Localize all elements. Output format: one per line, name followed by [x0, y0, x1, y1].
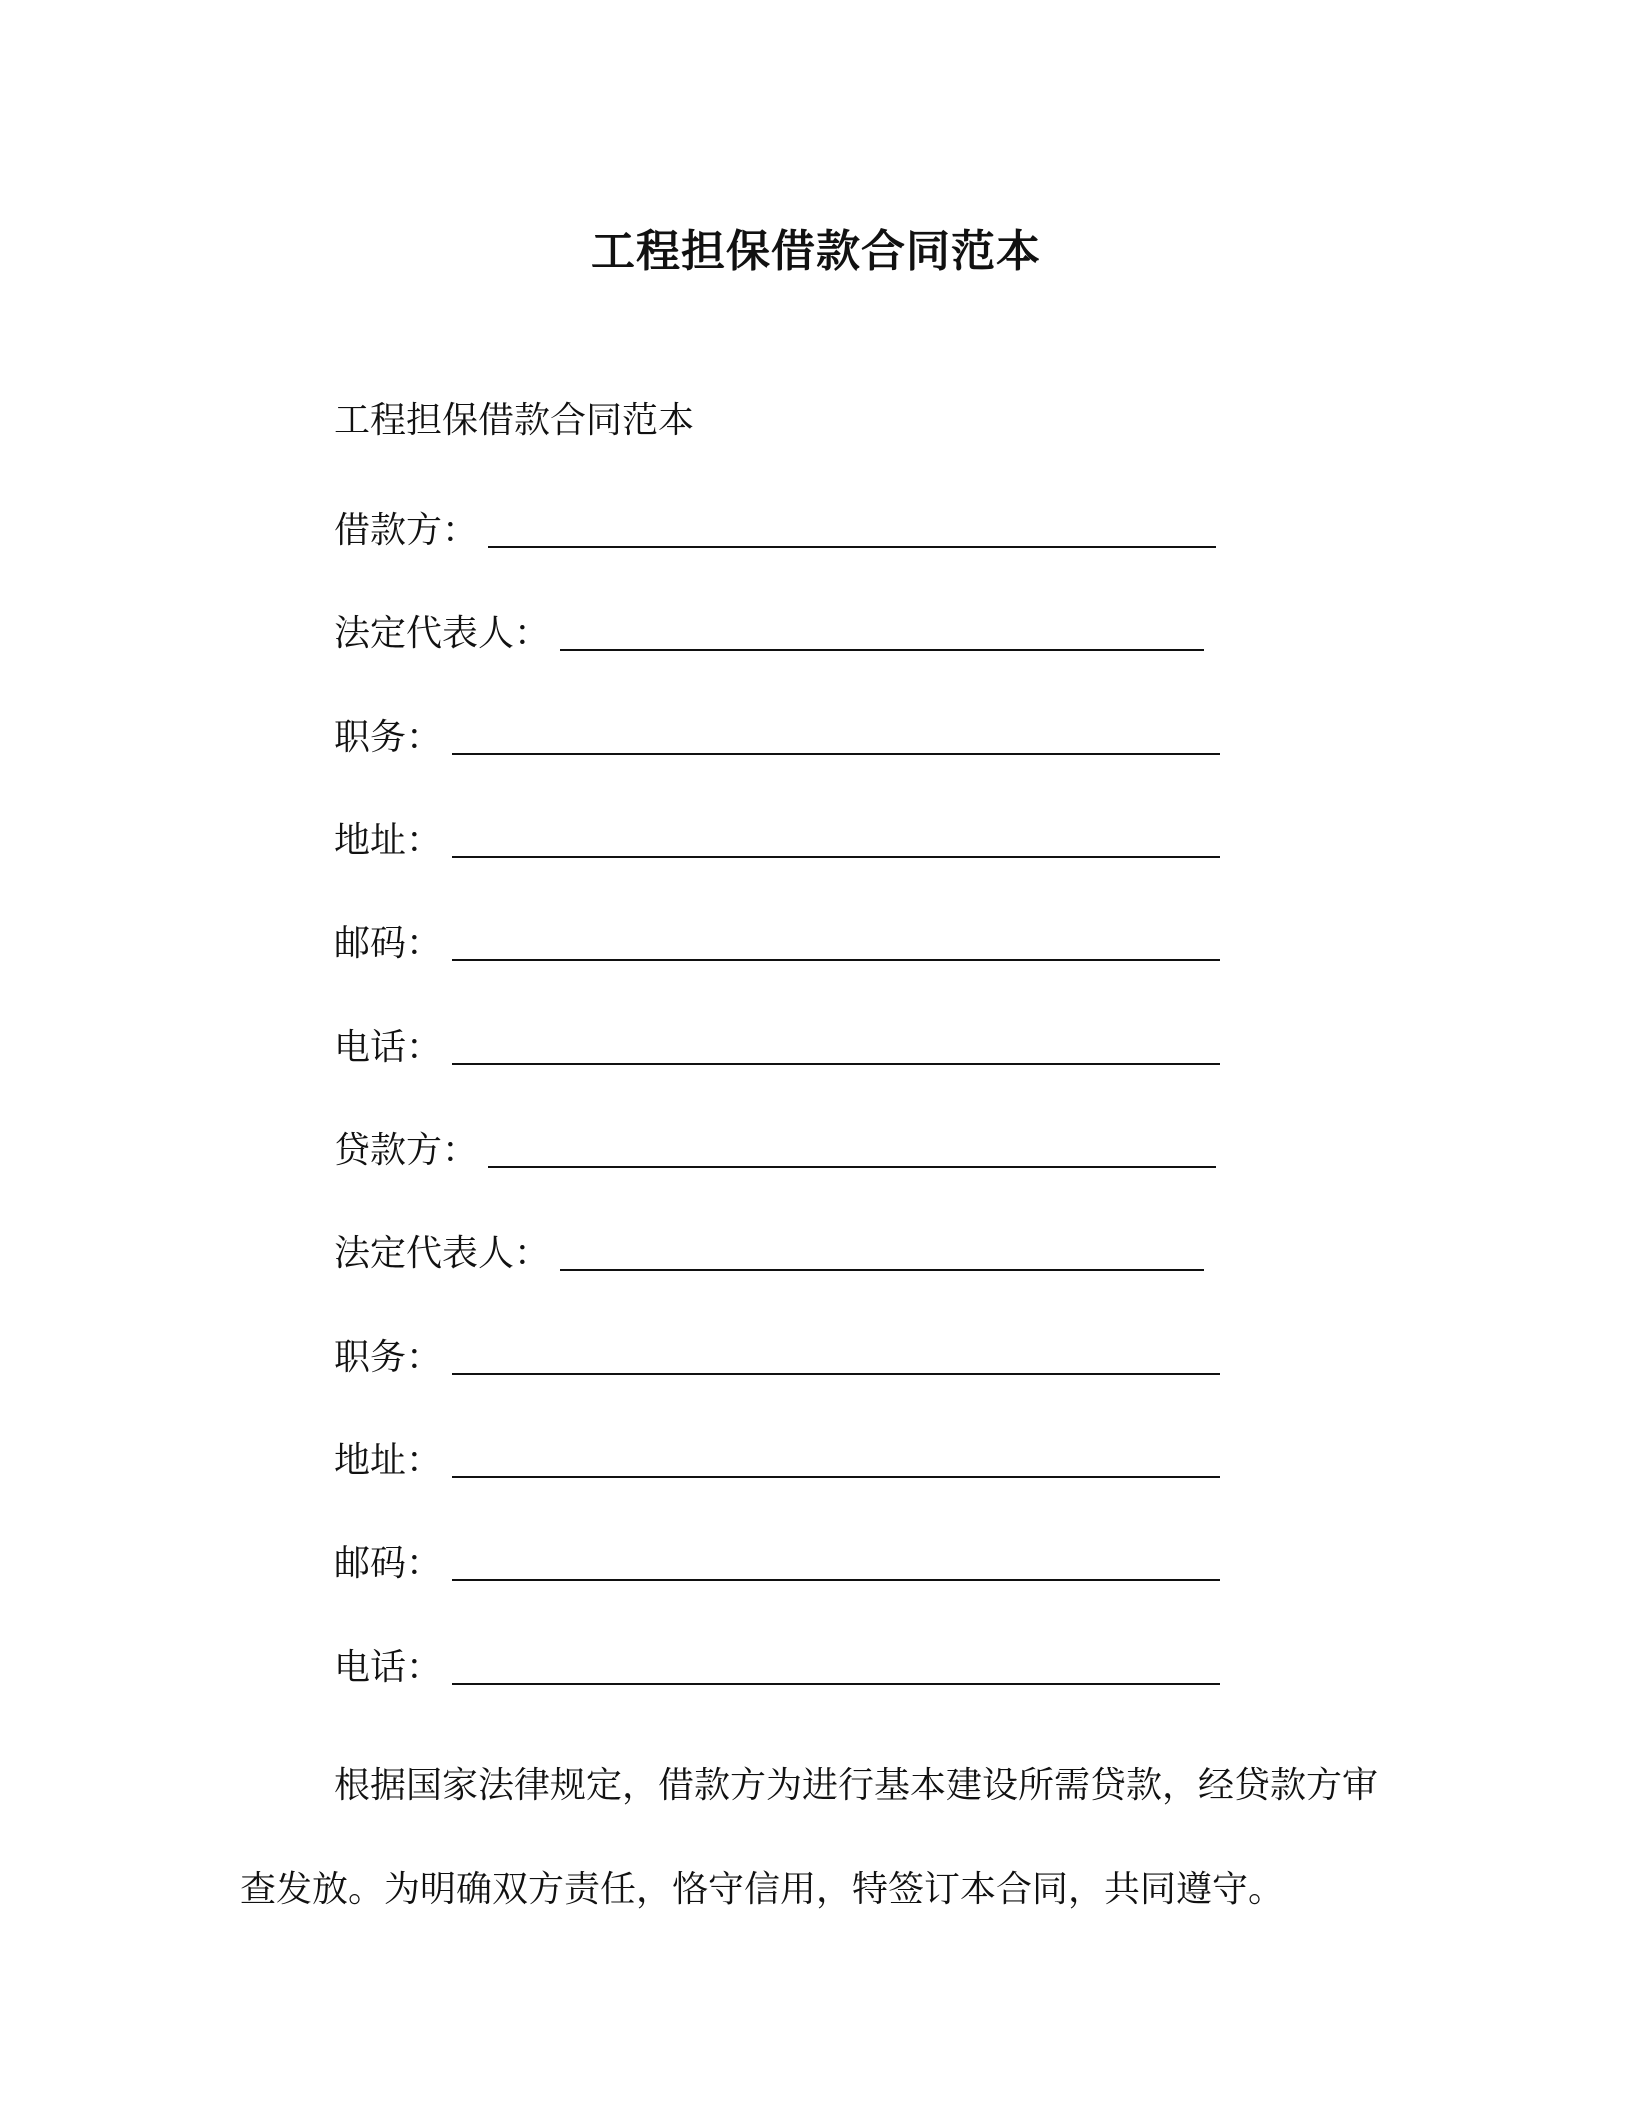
borrower-representative-label: 法定代表人：: [334, 613, 551, 654]
lender-party-field: [334, 1126, 1216, 1176]
lender-address-blank[interactable]: [452, 1476, 1220, 1478]
borrower-position-label: 职务：: [334, 717, 443, 758]
borrower-representative-field: [334, 609, 1204, 659]
borrower-position-field: [334, 713, 1220, 763]
borrower-position-blank[interactable]: [452, 753, 1220, 755]
borrower-postcode-field: [334, 919, 1220, 969]
lender-postcode-field: [334, 1539, 1220, 1589]
borrower-address-field: [334, 816, 1220, 866]
lender-position-blank[interactable]: [452, 1373, 1220, 1375]
lender-party-label: 贷款方：: [334, 1130, 479, 1171]
lender-postcode-label: 邮码：: [334, 1543, 443, 1584]
lender-address-field: [334, 1436, 1220, 1486]
borrower-phone-blank[interactable]: [452, 1063, 1220, 1065]
borrower-representative-blank[interactable]: [560, 649, 1204, 651]
lender-postcode-blank[interactable]: [452, 1579, 1220, 1581]
borrower-party-blank[interactable]: [488, 546, 1216, 548]
lender-representative-blank[interactable]: [560, 1269, 1204, 1271]
borrower-phone-label: 电话：: [334, 1027, 443, 1068]
borrower-address-label: 地址：: [334, 820, 443, 861]
lender-phone-blank[interactable]: [452, 1683, 1220, 1685]
lender-position-label: 职务：: [334, 1337, 443, 1378]
lender-phone-label: 电话：: [334, 1647, 443, 1688]
lender-representative-label: 法定代表人：: [334, 1233, 551, 1274]
borrower-party-label: 借款方：: [334, 510, 479, 551]
lender-address-label: 地址：: [334, 1440, 443, 1481]
borrower-address-blank[interactable]: [452, 856, 1220, 858]
document-title: 工程担保借款合同范本: [591, 226, 1041, 277]
borrower-postcode-label: 邮码：: [334, 923, 443, 964]
lender-position-field: [334, 1333, 1220, 1383]
document-subtitle: 工程担保借款合同范本: [334, 400, 695, 441]
borrower-party-field: [334, 506, 1216, 556]
borrower-postcode-blank[interactable]: [452, 959, 1220, 961]
contract-intro-text: 根据国家法律规定，借款方为进行基本建设所需贷款，经贷款方审查发放。为明确双方责任，恪守信用，特签订本合同，共同遵守。: [240, 1765, 1379, 1910]
borrower-phone-field: [334, 1023, 1220, 1073]
lender-representative-field: [334, 1229, 1204, 1279]
lender-phone-field: [334, 1643, 1220, 1693]
lender-party-blank[interactable]: [488, 1166, 1216, 1168]
contract-intro-paragraph: [240, 1734, 1400, 1942]
